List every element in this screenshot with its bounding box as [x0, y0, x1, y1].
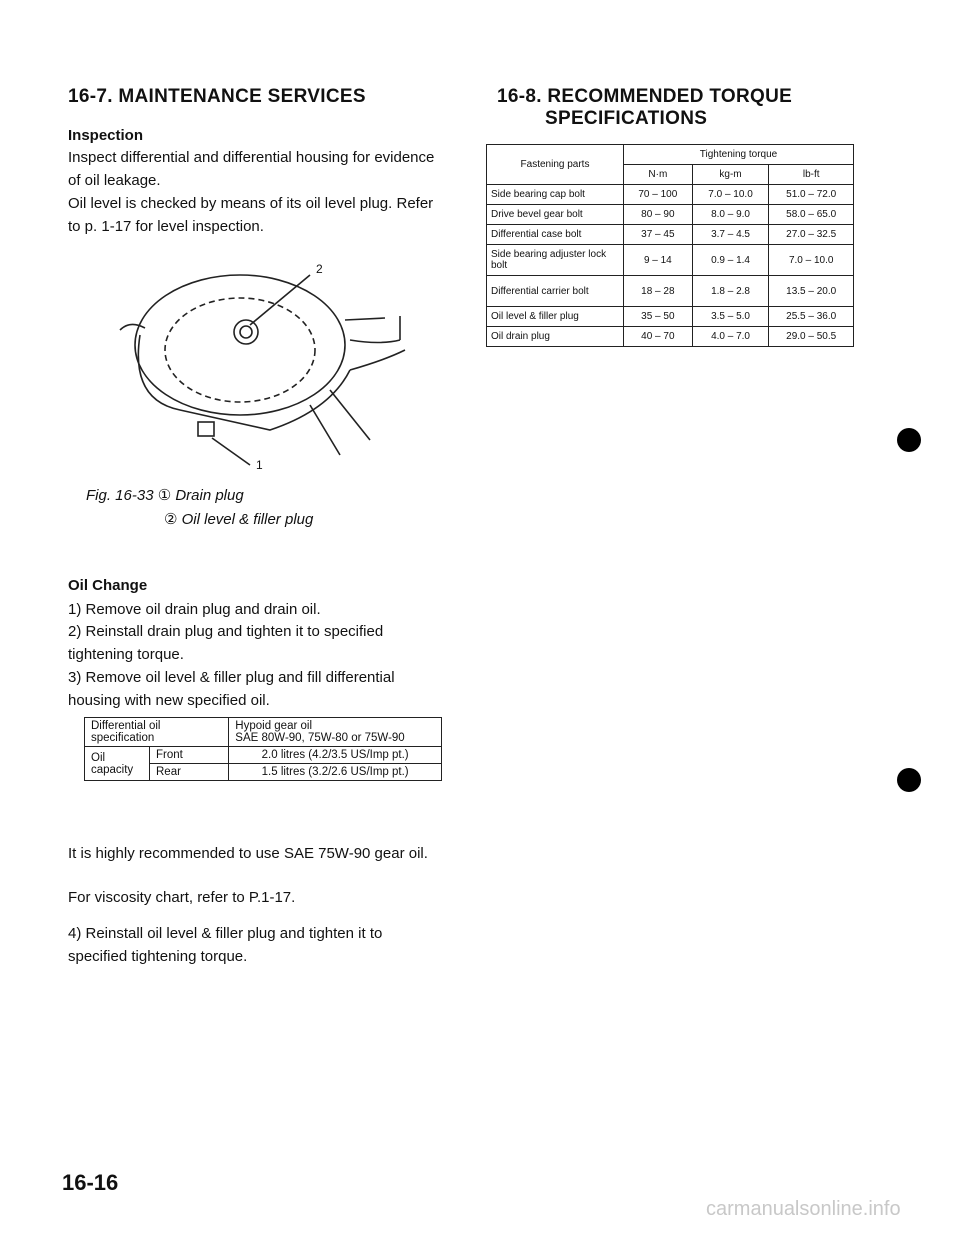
spec-value-1: Hypoid gear oil: [235, 720, 313, 732]
oil-spec-table: [84, 717, 442, 781]
row-kgm: 7.0 – 10.0: [692, 185, 769, 205]
differential-housing-illustration: [100, 250, 440, 480]
section-heading-torque-line-1: 16-8. RECOMMENDED TORQUE: [497, 86, 793, 107]
table-row: [487, 307, 854, 327]
row-part: Differential case bolt: [487, 225, 624, 245]
table-row: [487, 245, 854, 276]
unit-lbft: lb-ft: [769, 165, 854, 185]
table-row: [487, 185, 854, 205]
row-kgm: 3.5 – 5.0: [692, 307, 769, 327]
table-row: [487, 225, 854, 245]
row-part: Oil drain plug: [487, 327, 624, 347]
recommend-text: It is highly recommended to use SAE 75W-90 gear oil.: [68, 845, 428, 862]
callout-1-label: 1: [256, 458, 263, 472]
row-part: Differential carrier bolt: [487, 276, 624, 307]
row-lbft: 51.0 – 72.0: [769, 185, 854, 205]
inspection-title: Inspection: [68, 127, 144, 144]
figure-caption-line-1: Fig. 16-33 ① Drain plug: [86, 487, 244, 504]
torque-spec-table: [486, 144, 854, 347]
page-number: 16-16: [62, 1170, 119, 1195]
row-lbft: 58.0 – 65.0: [769, 205, 854, 225]
row-nm: 80 – 90: [624, 205, 693, 225]
table-row: [487, 276, 854, 307]
spec-label: Differential oil specification: [85, 718, 229, 747]
row-part: Side bearing cap bolt: [487, 185, 624, 205]
row-kgm: 8.0 – 9.0: [692, 205, 769, 225]
section-heading-maintenance: 16-7. MAINTENANCE SERVICES: [68, 86, 366, 107]
figure-caption-line-2: ② Oil level & filler plug: [164, 511, 314, 528]
unit-nm: N·m: [624, 165, 693, 185]
front-label: Front: [150, 747, 229, 764]
row-lbft: 13.5 – 20.0: [769, 276, 854, 307]
row-nm: 70 – 100: [624, 185, 693, 205]
spec-value-cell: [229, 718, 442, 747]
row-part: Drive bevel gear bolt: [487, 205, 624, 225]
row-kgm: 3.7 – 4.5: [692, 225, 769, 245]
row-part: Side bearing adjuster lock bolt: [487, 245, 624, 276]
header-fastening-parts: Fastening parts: [487, 145, 624, 185]
row-lbft: 7.0 – 10.0: [769, 245, 854, 276]
watermark-text: carmanualsonline.info: [706, 1198, 901, 1220]
step-2: 2) Reinstall drain plug and tighten it to specified tightening torque.: [68, 623, 384, 663]
row-nm: 9 – 14: [624, 245, 693, 276]
callout-2-label: 2: [316, 262, 323, 276]
header-tightening-torque: Tightening torque: [624, 145, 854, 165]
row-nm: 40 – 70: [624, 327, 693, 347]
table-row: [487, 205, 854, 225]
unit-kgm: kg-m: [692, 165, 769, 185]
capacity-label: Oil capacity: [85, 747, 150, 781]
row-lbft: 25.5 – 36.0: [769, 307, 854, 327]
inspection-text-2: Oil level is checked by means of its oil level plug. Refer to p. 1-17 for level inspection.: [68, 195, 434, 235]
table-row: [487, 327, 854, 347]
step-4: 4) Reinstall oil level & filler plug and tighten it to specified tightening torque.: [68, 925, 383, 965]
row-part: Oil level & filler plug: [487, 307, 624, 327]
front-value: 2.0 litres (4.2/3.5 US/Imp pt.): [229, 747, 442, 764]
step-1: 1) Remove oil drain plug and drain oil.: [68, 601, 321, 618]
spec-value-2: SAE 80W-90, 75W-80 or 75W-90: [235, 732, 405, 744]
row-nm: 35 – 50: [624, 307, 693, 327]
step-3: 3) Remove oil level & filler plug and fill differential housing with new specified oil.: [68, 669, 395, 709]
row-kgm: 0.9 – 1.4: [692, 245, 769, 276]
oil-change-title: Oil Change: [68, 577, 148, 594]
row-nm: 18 – 28: [624, 276, 693, 307]
binder-hole-dot-2: [897, 768, 921, 792]
section-heading-torque-line-2: SPECIFICATIONS: [545, 108, 708, 129]
rear-label: Rear: [150, 764, 229, 781]
row-nm: 37 – 45: [624, 225, 693, 245]
inspection-text: Inspect differential and differential housing for evidence of oil leakage.: [68, 149, 435, 189]
row-lbft: 29.0 – 50.5: [769, 327, 854, 347]
row-lbft: 27.0 – 32.5: [769, 225, 854, 245]
viscosity-text: For viscosity chart, refer to P.1-17.: [68, 889, 296, 906]
binder-hole-dot-1: [897, 428, 921, 452]
row-kgm: 1.8 – 2.8: [692, 276, 769, 307]
rear-value: 1.5 litres (3.2/2.6 US/Imp pt.): [229, 764, 442, 781]
row-kgm: 4.0 – 7.0: [692, 327, 769, 347]
